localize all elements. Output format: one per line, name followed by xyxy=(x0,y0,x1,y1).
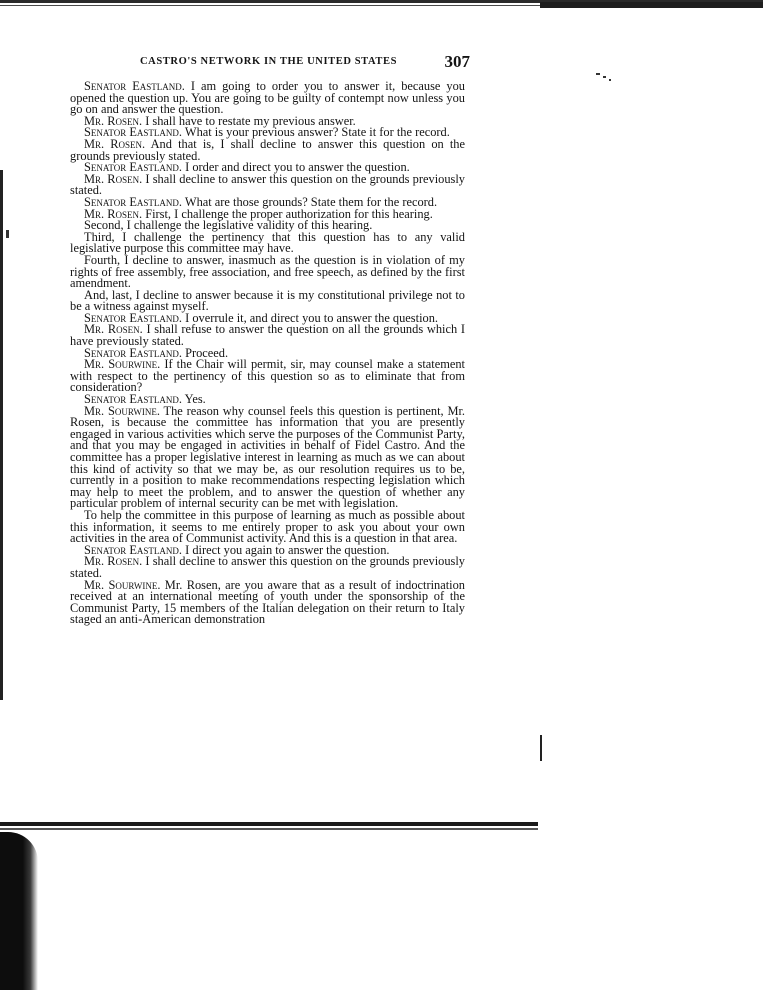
paragraph-text: I shall decline to answer this question on the grounds previously stated. xyxy=(70,171,465,198)
page-bottom-scan-area xyxy=(0,822,763,990)
right-margin-mark xyxy=(540,735,542,761)
speaker-name: Mr. Rosen. xyxy=(84,136,146,151)
scan-speck xyxy=(609,79,611,81)
speaker-name: Senator Eastland. xyxy=(84,125,182,140)
paragraph-text: Second, I challenge the legislative validity of this hearing. xyxy=(84,218,373,233)
transcript-paragraph xyxy=(70,136,465,163)
paragraph-text: Fourth, I decline to answer, inasmuch as the question is in violation of my rights of free assembly, free association, and free speech, as defined by the first amendment. xyxy=(70,252,465,291)
paragraph-text: I shall refuse to answer the question on all the grounds which I have previously stated. xyxy=(70,322,465,349)
paragraph-text: The reason why counsel feels this question is pertinent, Mr. Rosen, is because the committee has information that you are presently engaged in various activities which serve the purposes of the Communist Party, and that you may be engaged in activities in behalf of Fidel Castro. And the committee has a proper legislative interest in learning as much as we can about this kind of activity so that we may be, as our resolution requires us to be, currently in a position to make recommendations respecting legislation which may help to meet the problem, and to answer the question of whether any particular problem of internal security can be met with legislation. xyxy=(70,403,466,511)
transcript-paragraph xyxy=(70,287,465,314)
left-scan-speck xyxy=(6,230,9,238)
speaker-name: Mr. Rosen. xyxy=(84,171,143,186)
top-scan-border-dark xyxy=(540,2,763,8)
paragraph-text: I am going to order you to answer it, because you opened the question up. You are going to be guilty of contempt now unless you go on and answer the question. xyxy=(70,79,465,117)
speaker-name: Senator Eastland. xyxy=(84,392,182,407)
bottom-scan-border xyxy=(0,822,538,830)
speaker-name: Senator Eastland. xyxy=(84,160,182,175)
transcript-paragraph xyxy=(70,324,465,347)
speaker-name: Mr. Rosen. xyxy=(84,206,143,221)
transcript-paragraph xyxy=(70,252,465,291)
paragraph-text: If the Chair will permit, sir, may counsel make a statement with respect to the pertinency of this question so as to eliminate that from consideration? xyxy=(70,357,466,395)
paragraph-text: What is your previous answer? State it for the record. xyxy=(182,125,450,140)
transcript-paragraph xyxy=(70,229,465,256)
page-number: 307 xyxy=(444,52,470,71)
transcript-paragraph xyxy=(70,81,465,116)
paragraph-text: To help the committee in this purpose of learning as much as possible about this information, it seems to me entirely proper to ask you about your own activities in the area of Communist activity. And this is a question in that area. xyxy=(70,507,465,546)
paragraph-text: I direct you again to answer the question. xyxy=(182,542,390,557)
paragraph-text: I order and direct you to answer the question. xyxy=(182,160,410,175)
speaker-name: Mr. Sourwine. xyxy=(84,403,160,418)
paragraph-text: I shall have to restate my previous answer. xyxy=(142,113,356,128)
speaker-name: Mr. Sourwine. xyxy=(84,357,161,372)
speaker-name: Senator Eastland. xyxy=(84,310,182,325)
paragraph-text: First, I challenge the proper authorization for this hearing. xyxy=(142,206,433,221)
transcript-body xyxy=(70,81,465,626)
speaker-name: Senator Eastland. xyxy=(84,345,182,360)
paragraph-text: And, last, I decline to answer because it is my constitutional privilege not to be a witness against myself. xyxy=(70,287,465,314)
left-scan-edge xyxy=(0,170,6,700)
paragraph-text: What are those grounds? State them for the record. xyxy=(182,194,438,209)
transcript-paragraph xyxy=(70,171,465,198)
paragraph-text: I shall decline to answer this question on the grounds previously stated. xyxy=(70,554,465,580)
transcript-paragraph xyxy=(70,507,465,546)
scan-speck xyxy=(596,73,600,75)
speaker-name: Senator Eastland. xyxy=(84,194,182,209)
paragraph-text: Yes. xyxy=(182,392,206,407)
transcript-paragraph xyxy=(70,403,466,511)
paragraph-text: Third, I challenge the pertinency that this question has to any valid legislative purpose this committee may have. xyxy=(70,229,465,256)
page-header xyxy=(140,52,470,72)
speaker-name: Mr. Rosen. xyxy=(84,322,143,337)
speaker-name: Senator Eastland. xyxy=(84,79,185,93)
scan-speck xyxy=(603,76,606,78)
transcript-paragraph xyxy=(70,577,465,627)
paragraph-text: Proceed. xyxy=(182,345,229,360)
speaker-name: Mr. Rosen. xyxy=(84,113,143,128)
paragraph-text: I overrule it, and direct you to answer the question. xyxy=(182,310,438,325)
speaker-name: Senator Eastland. xyxy=(84,542,182,557)
bottom-left-scan-shadow xyxy=(0,832,38,990)
paragraph-text: Mr. Rosen, are you aware that as a result of indoctrination received at an international meeting of youth under the sponsorship of the Communist Party, 15 members of the Italian delegation on their return to Italy staged an anti-American demonstration xyxy=(70,577,465,627)
running-head: CASTRO'S NETWORK IN THE UNITED STATES xyxy=(140,56,398,67)
speaker-name: Mr. Sourwine. xyxy=(84,577,161,592)
transcript-paragraph xyxy=(70,556,465,579)
transcript-paragraph xyxy=(70,359,465,394)
paragraph-text: And that is, I shall decline to answer this question on the grounds previously stated. xyxy=(70,136,465,163)
speaker-name: Mr. Rosen. xyxy=(84,554,143,569)
